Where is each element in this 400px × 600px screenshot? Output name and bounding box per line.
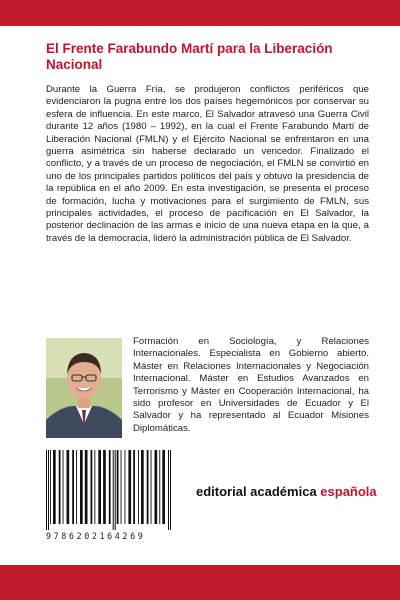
- bottom-color-band: [0, 565, 400, 600]
- publisher-accent: española: [320, 484, 377, 499]
- publisher-name: [196, 484, 377, 499]
- top-color-band: [0, 0, 400, 26]
- author-photo: [46, 338, 122, 438]
- isbn-barcode: [40, 450, 180, 540]
- author-biography: Formación en Sociología, y Relaciones Internacionales. Especialista en Gobierno abierto. Máster en Relaciones Internacionales y Negociación Internacional. Máster en Estudios Avanzados en Terrorismo y Máster en Cooperación Internacional, ha sido profesor en Universidades de Ecuador y El Salvador y ha representado al Ecuador Misiones Diplomáticas.: [133, 336, 369, 434]
- isbn-number: 9786202164269: [46, 531, 146, 541]
- publisher-prefix: editorial académica: [196, 484, 317, 499]
- book-synopsis: Durante la Guerra Fría, se produjeron conflictos periféricos que evidenciaron la pugna entre los dos países hegemónicos por conservar su esfera de influencia. En este marco, El Salvador atravesó una Guerra Civil durante 12 años (1980 – 1992), en la cual el Frente Farabundo Martí de Liberación Nacional (FMLN) y el Ejército Nacional se enfrentaron en una guerra asimétrica sin haberse declarado un vencedor. Finalizado el conflicto, y a través de un proceso de negociación, el FMLN se convirtió en uno de los principales partidos políticos del país y obtuvo la presidencia de la república en el año 2009. En esta investigación, se presenta el proceso de formación, lucha y motivaciones para el surgimiento de FMLN, sus principales actividades, el proceso de pacificación en El Salvador, la posterior declinación de las armas e inicio de una nueva etapa en la que, a través de la democracia, lideró la administración pública de El Salvador.: [46, 84, 369, 244]
- book-title: El Frente Farabundo Martí para la Liberación Nacional: [46, 41, 333, 72]
